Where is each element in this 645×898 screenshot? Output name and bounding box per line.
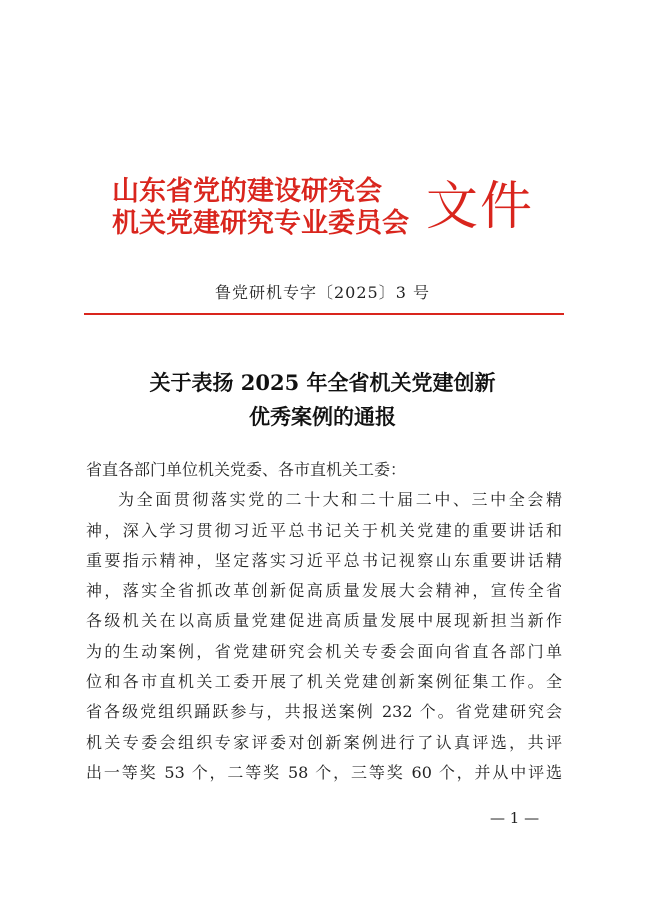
issuing-organizations <box>112 176 409 240</box>
salutation: 省直各部门单位机关党委、各市直机关工委： <box>86 460 407 479</box>
body-line: 出一等奖 53 个，二等奖 58 个，三等奖 60 个，并从中评选 <box>86 762 562 782</box>
body-line: 重要指示精神，坚定落实习近平总书记视察山东重要讲话精 <box>86 550 562 570</box>
body-line: 为的生动案例，省党建研究会机关专委会面向省直各部门单 <box>86 641 562 661</box>
title-line-2: 优秀案例的通报 <box>249 404 396 429</box>
title-line-1: 关于表扬 2025 年全省机关党建创新 <box>149 370 496 395</box>
body-line: 为全面贯彻落实党的二十大和二十届二中、三中全会精 <box>118 490 562 510</box>
org-name-line-2: 机关党建研究专业委员会 <box>112 208 409 239</box>
body-line: 神，落实全省抓改革创新促高质量发展大会精神，宣传全省 <box>86 581 562 601</box>
document-number: 鲁党研机专字〔2025〕3 号 <box>215 283 430 302</box>
document-title <box>0 366 645 434</box>
document-header <box>112 176 552 240</box>
body-line: 神，深入学习贯彻习近平总书记关于机关党建的重要讲话和 <box>86 520 562 540</box>
document-body <box>86 455 562 788</box>
page-number: — 1 — <box>490 809 540 827</box>
body-line: 省各级党组织踊跃参与，共报送案例 232 个。省党建研究会 <box>86 702 562 722</box>
document-label: 文件 <box>426 177 535 237</box>
red-divider <box>84 313 564 315</box>
body-line: 机关专委会组织专家评委对创新案例进行了认真评选，共评 <box>86 732 562 752</box>
org-name-line-1: 山东省党的建设研究会 <box>112 176 382 207</box>
body-line: 位和各市直机关工委开展了机关党建创新案例征集工作。全 <box>86 672 562 692</box>
body-line: 各级机关在以高质量党建促进高质量发展中展现新担当新作 <box>86 611 562 631</box>
